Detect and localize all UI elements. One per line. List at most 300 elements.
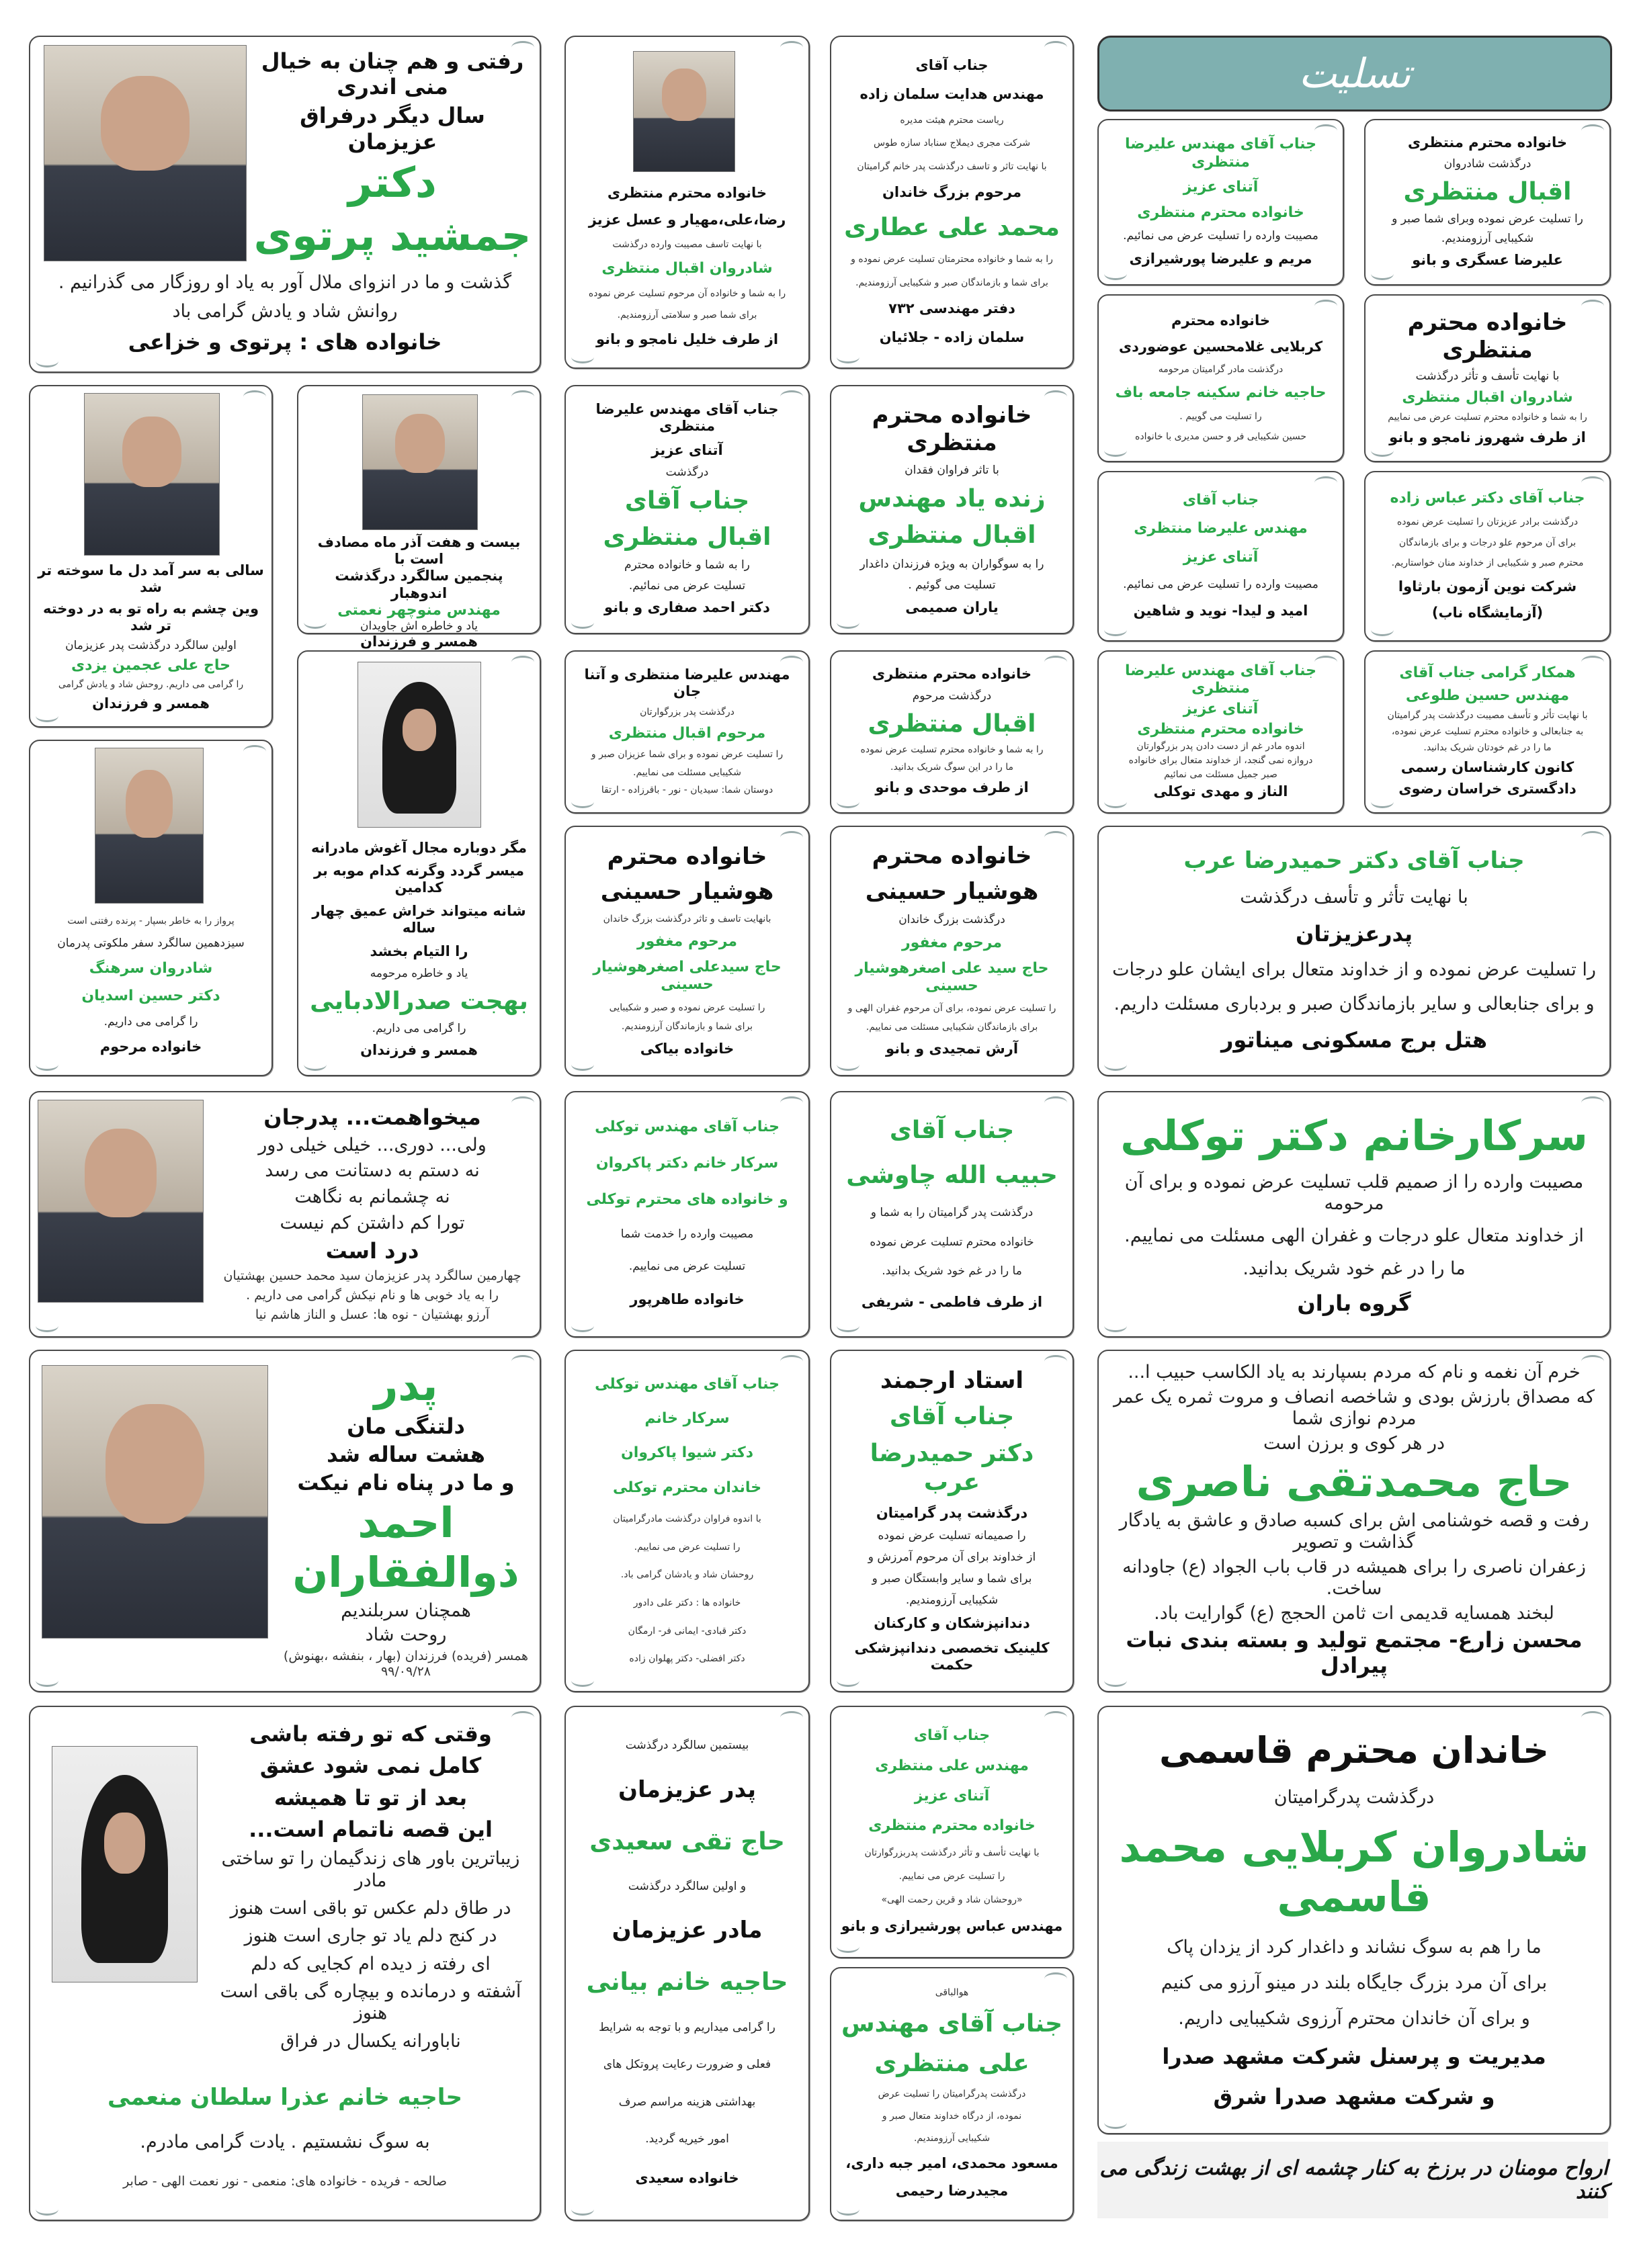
ad-text-line: رفتی و هم چنان به خیال منی اندری [261,48,524,100]
ad-text-line: ما را در این سوگ شریک بدانید. [890,762,1013,773]
ad-text-line: دکتر افضلی- دکتر پهلوان زاده [629,1653,745,1665]
ad-text-line: زنده یاد مهندس [858,485,1046,513]
ad-text-line: خانواده محترم منتظری [872,401,1032,456]
ad-text-line: استاد ارجمند [880,1366,1024,1394]
ad-text-line: هتل برج مسکونی میناتور [1220,1027,1488,1053]
ad-text-line: درگذشت برادر عزیزتان را تسلیت عرض نموده [1396,517,1579,528]
ad-text-line: دکتر حمیدرضا عرب [870,1439,1034,1496]
ad-chavoshi [830,1091,1074,1338]
ad-text-line: و اولین سالگرد درگذشت [628,1879,747,1893]
ad-text-line: با نهایت تاسف مصیبت وارده درگذشت [612,238,762,250]
ad-text-line: آتنای عزیز [651,441,723,458]
ad-text-line: درد است [325,1238,419,1264]
ad-text [279,1359,533,1682]
ad-taherpour [564,1091,810,1338]
ad-movahedi [830,650,1074,814]
ad-text [37,558,265,717]
ad-text-line: خانواده محترم منتظری [872,666,1032,683]
ad-text-line: مرحوم بزرگ خاندان [882,184,1022,201]
ad-text [37,265,533,362]
ad-mohammadi [830,1967,1074,2221]
ad-text-line: را به یاد خوبی ها و نام نیکش گرامی می داریم . [246,1287,499,1303]
ad-text-line: حاج محمدتقی ناصری [1136,1457,1572,1507]
ad-text-line: خانواده محترم تسلیت عرض نموده [870,1235,1034,1249]
ad-text-line: درگذشت پدر بزرگوارتان [640,707,734,718]
ad-text-line: حبیب الله چاوشی [846,1162,1058,1190]
ad-text [838,1359,1066,1682]
ad-text-line: امید و لیدا- نوید و شاهین [1133,603,1308,619]
ad-text-line: خرم آن نغمه و نام که مردم بسپارند به یاد الکاسب حبیب ا... [1128,1362,1581,1383]
ad-text [37,2063,533,2210]
ad-text-line: جناب آقای مهندس توکلی [595,1375,780,1393]
ad-text-line: محمد علی عطاری [844,214,1060,242]
ad-text-line: جناب آقای [889,1117,1015,1145]
ad-text-line: حاجیه خانم بیانی [586,1968,788,1997]
ad-text-line: مجیدرضا رحیمی [895,2182,1009,2199]
ad-text-line: شادروان سرهنگ [89,960,213,977]
portrait-photo [95,748,204,904]
ad-text-line: کربلایی غلامحسین عوضوردی [1118,338,1323,355]
ad-text-line: کامل نمی شود عشق [259,1753,482,1779]
ad-text-line: خانواده محترم [607,842,767,870]
ad-text-line: را تسلیت عرض نموده، برای آن مرحوم غفران الهی و [847,1002,1056,1014]
ad-text-line: مهندس منوچهر نعمتی [337,601,501,619]
ad-text-line: پدرعزیزتان [1296,921,1413,947]
ad-text-line: از طرف موحدی و بانو [875,779,1029,796]
ad-text-line: جناب آقای مهندس علیرضا منتظری [1125,136,1316,171]
ad-text-line: تسلیت می گوئیم . [908,578,996,592]
ad-text-line: بانهایت تاسف و تاثر درگذشت بزرگ خاندان [603,914,771,925]
ad-text-line: و شرکت مشهد صدرا شرق [1213,2083,1495,2109]
ad-text-line: خانواده ها : دکتر علی دادور [633,1597,741,1608]
ad-text-line: جناب آقای مهندس توکلی [595,1119,780,1136]
ad-text-line: نه چشمانم به نگاهت [294,1186,450,1208]
ad-text-line: خانواده محترم منتظری [607,185,767,202]
ad-text-line: آشفته و درمانده و بیچاره گی باقی است هنوز [220,1980,521,2024]
ad-text-line: رفت و قصه خوشنامی اش برای کسبه صادق و عاشق به یادگار گذاشت و تصویر [1119,1510,1589,1553]
ad-omid-lida [1097,471,1344,642]
ad-text-line: برای شما و بازماندگان آرزومندیم. [621,1021,753,1033]
ad-text-line: آتنای عزیز [1183,700,1259,717]
ad-text-line: خانواده محترم منتظری [1407,309,1568,364]
ad-text-line: وقتی که تو رفته باشی [249,1720,492,1747]
ad-text-line: یاد و خاطره اش جاویدان [360,619,478,634]
ad-text-line: صالحه - فریده - خانواده های: منعمی - نور نعمت الهی - صابر [123,2174,447,2189]
ad-text-line: ما را در غم خود شریک بدانید. [1243,1258,1466,1279]
ad-text-line: جمشید پرتوی [253,210,532,260]
ad-text-line: صبر جمیل مسئلت می نمائیم [1164,769,1277,780]
ad-text-line: کلینیک تخصصی دندانپزشکی حکمت [854,1639,1050,1673]
ad-text-line: با نهایت تأسف و تأثر درگذشت پدربزرگوارتان [864,1847,1040,1859]
portrait-photo [38,1100,204,1303]
ad-text-line: دکتر شیوا پاکروان [621,1444,754,1462]
ad-text-line: سرکار خانم [644,1410,730,1428]
ad-text-line: سرکار خانم دکتر پاکروان [595,1155,779,1172]
ad-text-line: پرواز را به خاطر بسپار - پرنده رفتنی است [67,915,235,926]
ad-text-line: حاج سیدعلی اصغرهوشیار حسینی [593,959,782,994]
ad-text-line: شادروان اقبال منتظری [1402,388,1573,406]
ad-text-line: برای شما و سایر وابستگان صبر و [872,1572,1032,1586]
ad-text-line: خانواده محترم [1171,312,1270,329]
ad-text-line: هوشیار حسینی [600,878,774,906]
ad-text-line: دکتر حسین اسدیان [81,988,220,1005]
ad-text-line: هوشیار حسینی [865,877,1039,905]
ad-text-line: را التیام بخشد [370,943,468,959]
ad-text [1372,660,1603,803]
ad-text-line: یاران صمیمی [905,599,999,615]
ad-minator [1097,826,1611,1076]
ad-text-line: وین چشم به راه تو به در دوخته تر شد [42,600,259,634]
ad-text-line: برای بازماندگان شکیبایی مسئلت می نماییم. [866,1022,1038,1033]
ad-text [212,1100,533,1327]
ad-text-line: درگذشت بزرگ خاندان [898,912,1005,926]
ad-text-line: دکتر [348,157,437,207]
ad-text-line: بیست و هفت آذر ماه مصادف است با [317,534,521,568]
ad-text-line: زعفران ناصری را برای همیشه در قاب باب الجواد (ع) جاودانه ساخت. [1122,1556,1586,1599]
ad-text-line: اقبال منتظری [1403,177,1572,206]
ad-text-line: حاجیه خانم عذرا سلطان منعمی [108,2083,462,2111]
ad-text-line: مهندس حسین طلوعی [1405,687,1570,705]
ad-text-line: برای شما صبر و سلامتی آرزومندیم. [617,309,757,320]
ad-text [838,660,1066,803]
ad-text-line: با تاثر فراوان فقدان [905,464,999,478]
ad-tamjidi [830,826,1074,1076]
ad-text-line: را به شما و خانواده محترم تسلیت عرض نموده [860,744,1044,756]
ad-text [252,45,533,264]
ad-beheshtian [29,1091,541,1338]
ad-toloui [1364,650,1611,814]
ad-text-line: جناب آقای [913,1727,991,1745]
portrait-photo [52,1746,198,1982]
ad-text-line: شکیبایی آرزومندیم. [913,2132,991,2144]
ad-text-line: میسر گردد وگرنه کدام موبه بر کدامین [313,863,524,896]
ad-text-line: حاج سید علی اصغرهوشیار حسینی [855,959,1049,994]
ad-text-line: لبخند همسایه قدیمی ات ثامن الحجج (ع) گوارایت باد. [1154,1602,1554,1624]
ad-friends-montazeri [564,650,810,814]
ad-avazverdi [1097,294,1344,462]
ad-text-line: سالی به سر آمد دل ما سوخته تر شد [38,562,264,595]
ad-text-line: مادر عزیزمان [612,1917,763,1944]
ad-text-line: نموده، از درگاه خداوند متعال صبر و [882,2110,1022,2122]
ad-text-line: از خداوند برای آن مرحوم آمرزش و [868,1551,1036,1565]
ad-text-line: شرکت مجری دیملاج سناباد سازه طوس [873,138,1031,149]
ad-text-line: حاج تقی سعیدی [589,1827,785,1856]
ad-text [1372,128,1603,275]
ad-monemi [29,1706,541,2221]
ad-text-line: را به شما و خانواده آن مرحوم تسلیت عرض نموده [588,288,786,299]
ad-text-line: یاد و خاطره مرحومه [370,966,468,980]
portrait-photo [84,393,220,556]
ad-text-line: را تسلیت عرض نموده و صبر و شکیبایی [609,1002,765,1013]
ad-text [1372,304,1603,451]
ad-text-line: خانواده بیاکی [640,1040,734,1057]
ad-text-line: در کنج دلم یاد تو جاری است هنوز [244,1925,497,1947]
ad-text-line: درگذشت مرحوم [912,689,992,703]
ad-zolfagharan [29,1350,541,1692]
ad-namjoo [564,36,810,369]
ad-text-line: بیستمین سالگرد درگذشت [625,1739,749,1753]
ad-text-line: مریم و علیرضا پورشیرازی [1129,250,1312,267]
ad-text-line: پنجمین سالگرد درگذشت اندوهبار [335,568,503,601]
ad-text [1105,128,1336,275]
ad-text [838,1100,1066,1327]
ad-text-line: ما را در غم خود شریک بدانید. [882,1264,1022,1278]
ad-text-line: جناب آقای [889,1402,1015,1430]
ad-text-line: برای آن مرد بزرگ جایگاه بلند در مینو آرزو می کنیم [1161,1972,1548,1993]
ad-text-line: علی منتظری [874,2049,1030,2077]
ad-text-line: آرزو بهشتیان - نوه ها: عسل و الناز هاشم نیا [255,1307,490,1322]
ad-text [305,833,533,1065]
ad-text-line: جناب آقای مهندس علیرضا منتظری [595,401,779,435]
ad-text-line: تورا کم داشتن کم نیست [280,1212,465,1233]
ad-text-line: خانواده محترم منتظری [1137,721,1304,738]
ad-text-line: جناب آقای دکتر عباس زاده [1390,489,1585,507]
ad-text-line: دندانپزشکان و کارکنان [874,1615,1030,1632]
ad-text-line: از طرف شهروز نامجو و بانو [1389,429,1586,445]
ad-text-line: آتنای عزیز [914,1787,990,1804]
ad-text [838,835,1066,1065]
ad-text-line: خانواده سعیدی [635,2169,739,2186]
ad-text [37,906,265,1065]
ad-text-line: علیرضا عسگری و بانو [1412,251,1563,268]
ad-text [573,660,802,803]
ad-text-line: میخواهمت... پدرجان [263,1104,481,1131]
ad-text-line: دروازه نمی گنجد، از خداوند متعال برای خانواده [1128,755,1313,767]
ad-text-line: خانواده مرحوم [99,1039,202,1055]
portrait-photo [362,394,478,530]
ad-text-line: خانواده محترم منتظری [1407,134,1568,151]
ad-text-line: را گرامی می داریم. [103,1015,198,1029]
ad-text-line: درگذشت مادر گرامیتان مرحومه [1158,364,1284,376]
ad-text-line: آتنای عزیز [1183,179,1259,196]
ad-text-line: ولی... دوری... خیلی خیلی دور [258,1134,487,1155]
ad-text-line: احمد ذوالفقاران [292,1497,519,1598]
ad-text-line: نه دستم به دستانت می رسد [265,1160,480,1182]
ad-text-line: ما را در غم خودتان شریک بدانید. [1423,742,1552,754]
ad-text-line: شکیبایی مسئلت می نماییم. [633,767,741,778]
ad-text-line: جناب آقای دکتر حمیدرضا عرب [1183,847,1525,875]
ad-text-line: آتنای عزیز [1183,549,1259,566]
ad-text-line: را تسلیت می گوییم . [1179,410,1262,422]
ad-text-line: رضا،علی،مهیار و عسل عزیز [588,212,786,228]
ad-text [1105,1359,1603,1682]
ad-text-line: شادروان اقبال منتظری [601,260,773,277]
ad-text-line: بعد از تو تا همیشه [274,1784,468,1811]
ad-hekmat-clinic [830,1350,1074,1692]
ad-text-line: پدر [374,1361,438,1411]
ad-text-line: با نهایت تأثر و تأسف مصیبت درگذشت پدر گرامیتان [1387,710,1588,722]
ad-text [573,1100,802,1327]
ad-text-line: روحت شاد [365,1624,447,1646]
ad-text-line: خانواده طاهرپور [630,1291,745,1308]
ad-text-line: با نهایت تاثر و تاسف درگذشت پدر خانم گرامیتان [857,161,1047,172]
ad-text [1105,480,1336,631]
ad-text-line: مصیبت وارده را از صمیم قلب تسلیت عرض نموده و برای آن مرحومه [1124,1171,1584,1215]
ad-text [1372,480,1603,631]
ad-text-line: از طرف خلیل نامجو و بانو [595,331,779,347]
ad-text-line: روحشان شاد و یادشان گرامی باد. [620,1569,754,1581]
ad-text-line: مسعود محمدی، امیر جبه داری، [845,2154,1058,2171]
ad-text-line: زیباترین باور های زندگیمان را تو ساختی مادر [221,1848,520,1891]
ad-text-line: را به شما و خانواده محترم [624,558,750,572]
ad-askari [1364,119,1611,286]
ad-sadrol-odabaei [297,650,541,1076]
ad-text [573,175,802,358]
quote-text: ارواح مومنان در برزخ به کنار چشمه ای از بهشت زندگی می کنند [1099,2156,1608,2204]
ad-text-line: را به شما و خانواده محترم تسلیت عرض می نماییم [1388,412,1587,423]
ad-text-line: مرحوم مغفور [636,932,738,950]
ad-text-line: محترم صبر و شکیبایی از خداوند منان خواستاریم. [1391,558,1584,569]
ad-pourshirazi-maryam [1097,119,1344,286]
ad-text-line: برای شما و بازماندگان صبر و شکیبایی آرزومندیم. [855,277,1048,288]
portrait-photo [44,45,247,261]
ad-text-line: را تسلیت عرض نموده وبرای شما صبر و [1392,212,1583,226]
ad-text-line: مهندس علی منتظری [875,1757,1029,1775]
ad-text-line: بهداشتی هزینه مراسم صرف [618,2095,756,2109]
ad-baran-group [1097,1091,1611,1338]
ad-text-line: در هر کوی و برزن است [1263,1432,1445,1454]
ad-text [838,394,1066,623]
ad-text-line: اقبال منتظری [603,523,771,551]
ad-text-line: درگذشت پدر گرامیتان [876,1504,1028,1521]
ad-text-line: خانواده های : پرتوی و خزاعی [128,329,442,355]
ad-text-line: شکیبایی آرزومندیم. [905,1594,999,1608]
ad-text-line: در طاق دلم عکس تو باقی است هنوز [230,1897,511,1919]
ad-text-line: حسین شکیبایی فر و حسن مدیری با خانواده [1135,431,1306,442]
ad-saffari [564,385,810,634]
ad-text-line: درگذشت [665,466,709,480]
ad-text-line: امور خیریه گردید. [645,2132,729,2146]
ad-text-line: را تسلیت عرض می نماییم. [634,1541,741,1553]
ad-text-line: از خداوند متعال علو درجات و غفران الهی مسئلت می نماییم. [1124,1225,1584,1247]
ad-text-line: مصیبت وارده را خدمت شما [620,1227,754,1241]
ad-text-line: درگذشت پدرگرامیتان را تسلیت عرض [878,2089,1026,2100]
ad-text-line: به جنابعالی و خانواده محترم تسلیت عرض نموده، [1391,726,1584,738]
ad-text-line: دکتر احمد صفاری و بانو [604,599,770,616]
ad-text [1105,660,1336,803]
ad-text-line: همسر و فرزندان [360,633,478,650]
ad-text-line: حاج علی عجمین یزدی [71,657,231,674]
ad-text-line: این قصه ناتمام است... [249,1816,493,1842]
ad-text [573,1715,802,2210]
ad-text [838,45,1066,358]
ad-shahrouz-namjoo [1364,294,1611,462]
ad-yaran-samimi [830,385,1074,634]
ad-text-line: را به سوگواران به ویژه فرزندان داغدار [859,557,1044,571]
ad-text-line: دادگستری خراسان رضوی [1398,781,1577,797]
ad-text-line: را گرامی می داریم. روحش شاد و یادش گرامی [58,679,244,691]
ad-text-line: خانواده محترم منتظری [1137,204,1304,221]
ad-biaki [564,826,810,1076]
ad-text-line: را تسلیت عرض نموده و برای شما عزیزان صبر و [591,749,784,760]
ad-text-line: حاجیه خانم سکینه جامعه باف [1115,384,1327,402]
ad-naseri [1097,1350,1611,1692]
ad-text-line: کانون کارشناسان رسمی [1400,758,1575,775]
ad-text [208,1715,533,2058]
section-banner [1097,36,1612,112]
ad-text-line: ناباورانه یکسال در فراق [280,2030,461,2052]
ad-text-line: را گرامی میداریم و با توجه به شرایط [599,2020,775,2034]
ad-text-line: شانه میتواند خراش عمیق چهار ساله [312,903,526,936]
ad-text [305,534,533,650]
ad-text-line: ریاست محترم هیئت مدیره [900,114,1004,126]
portrait-photo [358,662,481,828]
ad-text-line: هوالباقی [935,1987,969,1998]
ad-partovi [29,36,541,373]
ad-text-line: اقبال منتظری [868,521,1036,550]
ad-text-line: را به شما و خانواده محترمتان تسلیت عرض نموده و [851,254,1053,265]
ad-text-line: از طرف فاطمی - شریفی [861,1294,1043,1311]
ad-text-line: الناز و مهدی توکلی [1153,783,1288,799]
ad-text-line: هشت ساله شد [327,1442,485,1468]
ad-text-line: (آزمایشگاه ناب) [1431,604,1544,621]
ad-text-line: خانواده محترم منتظری [868,1817,1036,1835]
ad-text-line: با نهایت تأسف و تأثر درگذشت [1415,369,1560,384]
ad-text-line: جناب آقای مهندس [841,2009,1063,2038]
ad-text-line: بهجت صدرالادبایی [310,987,528,1015]
ad-text-line: خانواده محترم [872,842,1032,870]
ad-text-line: مرحوم مغفور [901,934,1003,951]
ad-pourshirazi [830,1706,1074,1958]
ad-text-line: همکار گرامی جناب آقای [1399,664,1576,682]
ad-text-line: شادروان کربلایی محمد قاسمی [1119,1822,1589,1922]
ad-text-line: مهندس علیرضا منتظری [1134,520,1308,537]
ad-text-line: محسن زارع- مجتمع تولید و بسته بندی نبات پیرادل [1126,1627,1583,1679]
ad-text-line: روانش شاد و یادش گرامی باد [172,300,398,322]
ad-salmanzadeh [830,36,1074,369]
ad-text-line: مهندس هدایت سلمان زاده [859,85,1044,102]
ad-text-line: «روحشان شاد و قرین رحمت الهی» [881,1894,1023,1906]
ad-text-line: چهارمین سالگرد پدر عزیزمان سید محمد حسین بهشتیان [223,1268,521,1283]
ad-text-line: همسر (فریده) فرزندان (بهار ، بنفشه ،بهنوش) ۹۹/۰۹/۲۸ [283,1648,529,1679]
ad-text-line: مگر دوباره مجال آغوش مادرانه [310,839,528,856]
ad-text [573,394,802,623]
ad-text-line: و برای آن خاندان محترم آرزوی شکیبایی داریم. [1178,2008,1530,2030]
ad-text-line: همسر و فرزندان [360,1042,478,1059]
ad-saeedi [564,1706,810,2221]
ad-text-line: و برای جنابعالی و سایر بازماندگان صبر و بردباری مسئلت داریم. [1114,993,1595,1014]
ad-text-line: سال دیگر درفراق عزیزمان [300,103,485,155]
ad-text [573,1359,802,1682]
ad-text-line: خاندان محترم توکلی [612,1479,762,1496]
ad-text [573,835,802,1065]
ad-text-line: مصیبت وارده را تسلیت عرض می نمائیم. [1123,229,1318,243]
ad-text-line: و خانواده های محترم توکلی [586,1191,788,1208]
ad-text-line: مرحوم اقبال منتظری [608,724,766,742]
ad-text-line: با اندوه فراوان درگذشت مادرگرامیتان [613,1513,761,1524]
ad-text-line: خاندان محترم قاسمی [1159,1729,1549,1772]
ad-text-line: پدر عزیزمان [618,1776,756,1803]
ad-asadian [29,740,273,1076]
ad-text-line: را گرامی می داریم. [372,1022,466,1036]
ad-text-line: دوستان شما: سیدیان - نور - باقرزاده - ارتقا [601,785,773,796]
ad-text-line: گروه باران [1297,1290,1411,1316]
ad-text-line: جناب آقای [915,56,989,73]
portrait-photo [633,51,735,172]
ad-text-line: ما را هم به سوگ نشاند و داغدار کرد از یزدان پاک [1167,1936,1542,1958]
ad-text-line: دلتنگی مان [347,1413,465,1440]
ad-text-line: گذشت و ما در انزوای ملال آور به یاد او روزگار می گذرانیم . [58,272,512,294]
ad-text-line: سرکارخانم دکتر توکلی [1120,1110,1588,1160]
ad-abbaszadeh [1364,471,1611,642]
quote-footer [1097,2142,1608,2218]
ad-text-line: مهندس علیرضا منتظری و آتنا جان [584,666,790,700]
ad-text-line: مصیبت وارده را تسلیت عرض می نمائیم. [1123,578,1318,592]
ad-text-line: مدیریت و پرسنل شرکت مشهد صدرا [1162,2044,1546,2070]
ad-text-line: اولین سالگرد درگذشت پدر عزیزمان [65,639,237,653]
ad-text-line: درگذشت پدرگرامیتان [1273,1786,1435,1808]
ad-text-line: شکیبایی آرزومندیم. [1441,232,1534,246]
